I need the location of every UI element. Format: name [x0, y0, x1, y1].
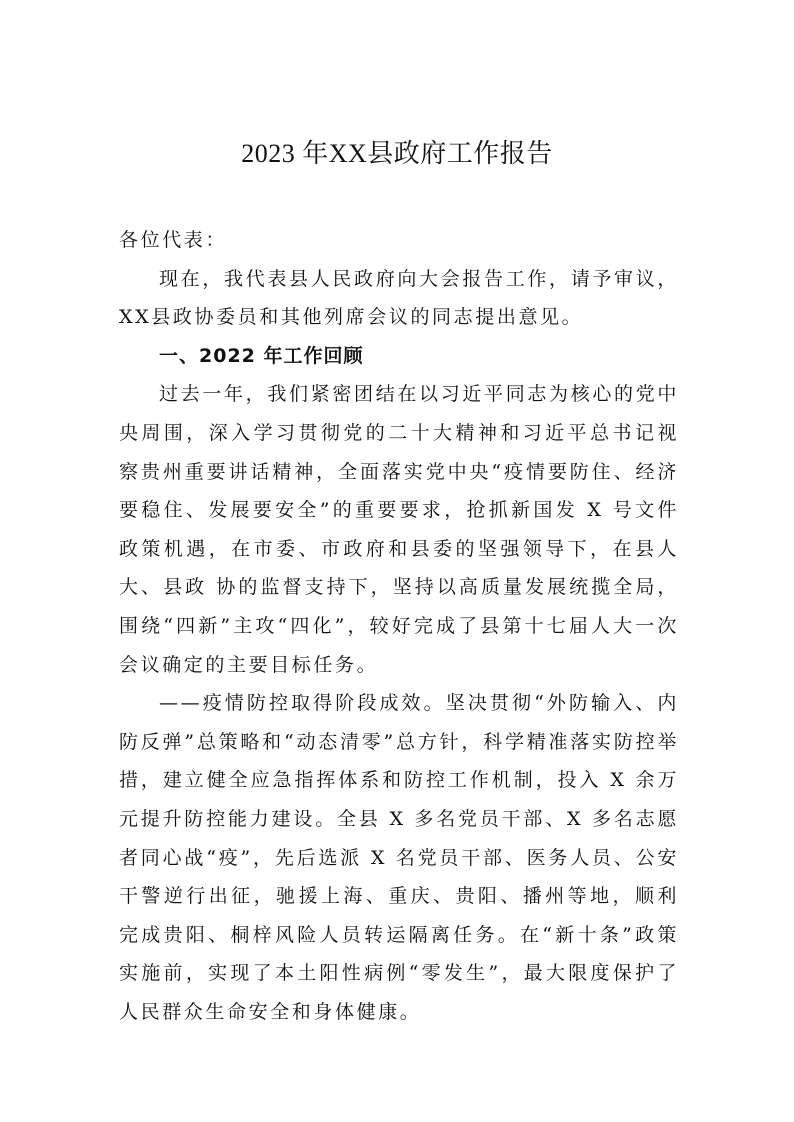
document-body: [119, 221, 679, 1031]
document-title: 2023 年XX县政府工作报告: [241, 139, 553, 168]
salutation: 各位代表：: [119, 229, 228, 251]
section-heading: 一、2022 年工作回顾: [159, 344, 364, 367]
intro-paragraph: 现在，我代表县人民政府向大会报告工作，请予审议，XX县政协委员和其他列席会议的同志提出意见。: [119, 267, 679, 329]
review-paragraph: 过去一年，我们紧密团结在以习近平同志为核心的党中央周围，深入学习贯彻党的二十大精神和习近平总书记视察贵州重要讲话精神，全面落实党中央“疫情要防住、经济要稳住、发展要安全”的重要要求，抢抓新国发 X 号文件政策机遇，在市委、市政府和县委的坚强领导下，在县人大、县政 协的监督支持下，坚持以高质量发展统揽全局，围绕“四新”主攻“四化”，较好完成了县第十七届人大一次会议确定的主要目标任务。: [119, 383, 679, 676]
epidemic-paragraph: ——疫情防控取得阶段成效。坚决贯彻“外防输入、内防反弹”总策略和“动态清零”总方针，科学精准落实防控举措，建立健全应急指挥体系和防控工作机制，投入 X 余万元提升防控能力建设。全县 X 多名党员干部、X 多名志愿者同心战“疫”，先后选派 X 名党员干部、医务人员、公安干警逆行出征，驰援上海、重庆、贵阳、播州等地，顺利完成贵阳、桐梓风险人员转运隔离任务。在“新十条”政策实施前，实现了本土阳性病例“零发生”，最大限度保护了人民群众生命安全和身体健康。: [119, 692, 679, 1023]
